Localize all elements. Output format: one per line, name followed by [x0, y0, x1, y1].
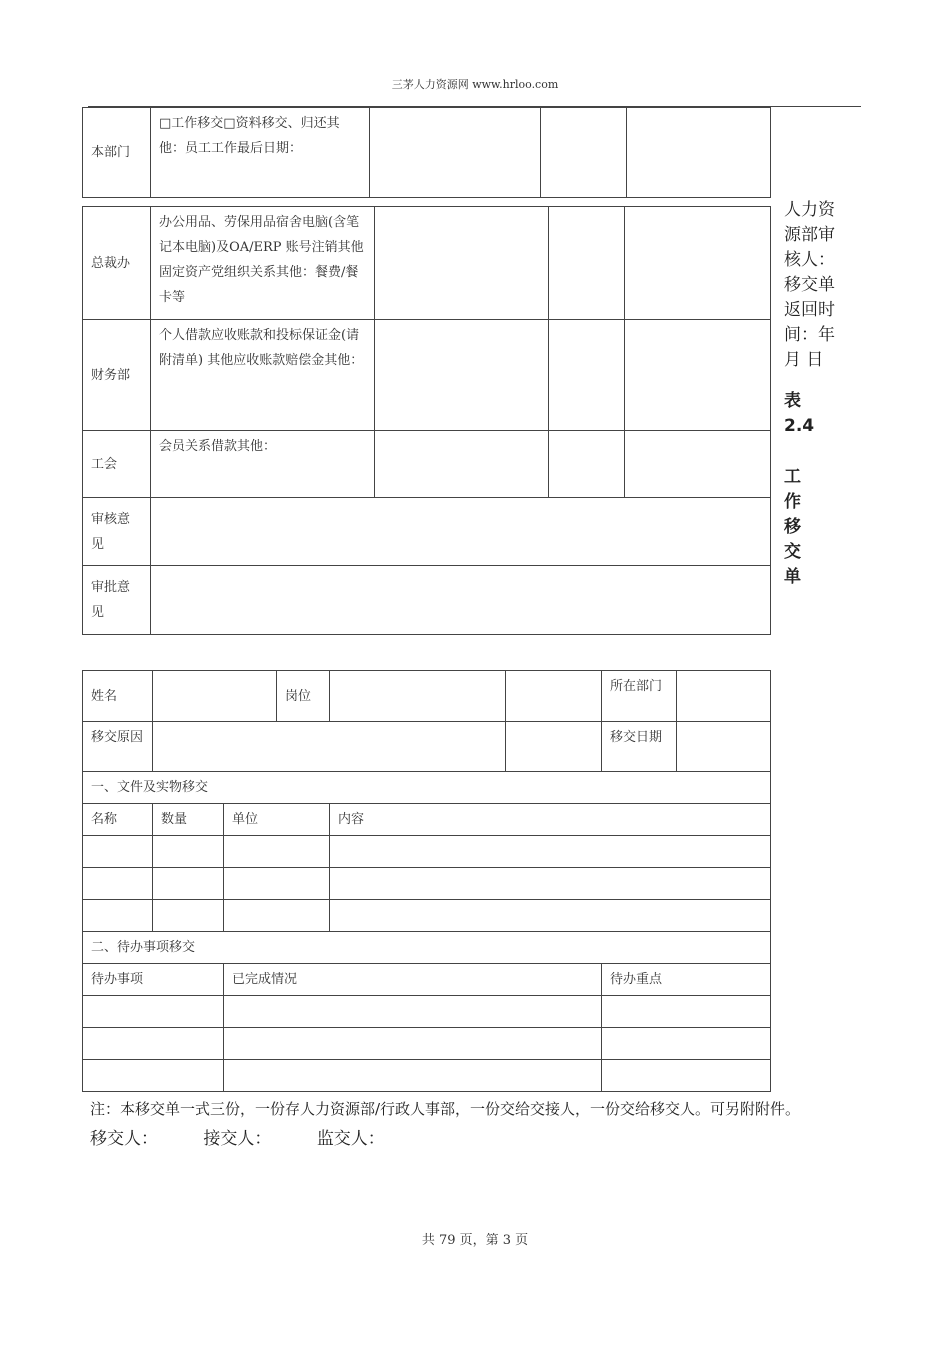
post-label: 岗位 — [277, 671, 330, 722]
blank-cell[interactable] — [506, 671, 602, 722]
col-completed: 已完成情况 — [224, 964, 602, 996]
review-label: 审核意见 — [83, 498, 151, 566]
cell[interactable] — [224, 868, 330, 900]
cell[interactable] — [224, 900, 330, 932]
handover-content-cell: 个人借款应收账款和投标保证金(请附清单) 其他应收账款赔偿金其他： — [151, 320, 375, 431]
dept-cell: 工会 — [83, 431, 151, 498]
cell[interactable] — [83, 900, 153, 932]
receiver-label: 接交人： — [203, 1129, 272, 1149]
blank-cell[interactable] — [625, 431, 771, 498]
hr-reviewer-text: 人力资源部审核人：移交单返回时间：年 月 日 — [784, 200, 835, 370]
col-unit: 单位 — [224, 804, 330, 836]
date-label: 移交日期 — [602, 722, 677, 772]
name-label: 姓名 — [83, 671, 153, 722]
cell[interactable] — [224, 836, 330, 868]
cell[interactable] — [224, 996, 602, 1028]
section-files: 一、文件及实物移交 — [83, 772, 771, 804]
table-row — [83, 1028, 771, 1060]
cell[interactable] — [330, 836, 771, 868]
handover-content-cell: 办公用品、劳保用品宿舍电脑(含笔记本电脑)及OA/ERP 账号注销其他固定资产党组织关系其他：餐费/餐卡等 — [151, 207, 375, 320]
cell[interactable] — [602, 1028, 771, 1060]
cell[interactable] — [153, 900, 224, 932]
dept-cell: 本部门 — [83, 108, 151, 198]
cell[interactable] — [330, 868, 771, 900]
dept-field[interactable] — [677, 671, 771, 722]
col-todo: 待办事项 — [83, 964, 224, 996]
table-row — [83, 836, 771, 868]
dept-cell: 总裁办 — [83, 207, 151, 320]
handover-form-table — [82, 670, 771, 1092]
reason-label: 移交原因 — [83, 722, 153, 772]
cell[interactable] — [83, 996, 224, 1028]
section-todo: 二、待办事项移交 — [83, 932, 771, 964]
side-panel — [784, 198, 846, 590]
post-field[interactable] — [330, 671, 506, 722]
blank-cell[interactable] — [549, 320, 625, 431]
table-row — [83, 900, 771, 932]
blank-cell[interactable] — [375, 320, 549, 431]
blank-cell[interactable] — [375, 207, 549, 320]
handover-content-cell: 会员关系借款其他： — [151, 431, 375, 498]
form-note: 注：本移交单一式三份，一份存人力资源部/行政人事部，一份交给交接人，一份交给移交人。可另附附件。 — [90, 1100, 801, 1118]
approve-label: 审批意见 — [83, 566, 151, 635]
cell[interactable] — [83, 836, 153, 868]
handover-top-table — [82, 107, 771, 198]
review-field[interactable] — [151, 498, 771, 566]
blank-cell[interactable] — [506, 722, 602, 772]
cell[interactable] — [83, 868, 153, 900]
cell[interactable] — [83, 1028, 224, 1060]
cell[interactable] — [224, 1060, 602, 1092]
handover-content-cell: □工作移交□资料移交、归还其他：员工工作最后日期： — [151, 108, 370, 198]
blank-cell[interactable] — [627, 108, 771, 198]
signature-line — [90, 1124, 425, 1149]
cell[interactable] — [602, 1060, 771, 1092]
blank-cell[interactable] — [625, 207, 771, 320]
approve-field[interactable] — [151, 566, 771, 635]
reason-field[interactable] — [153, 722, 506, 772]
name-field[interactable] — [153, 671, 277, 722]
blank-cell[interactable] — [549, 207, 625, 320]
blank-cell[interactable] — [549, 431, 625, 498]
table-row — [83, 868, 771, 900]
form-code: 表2.4 — [784, 391, 815, 436]
col-content: 内容 — [330, 804, 771, 836]
cell[interactable] — [224, 1028, 602, 1060]
cell[interactable] — [153, 836, 224, 868]
dept-label: 所在部门 — [602, 671, 677, 722]
blank-cell[interactable] — [625, 320, 771, 431]
col-key-points: 待办重点 — [602, 964, 771, 996]
col-quantity: 数量 — [153, 804, 224, 836]
cell[interactable] — [83, 1060, 224, 1092]
page-header: 三茅人力资源网 www.hrloo.com — [391, 78, 559, 91]
cell[interactable] — [153, 868, 224, 900]
supervisor-label: 监交人： — [316, 1129, 385, 1149]
table-row — [83, 996, 771, 1028]
cell[interactable] — [330, 900, 771, 932]
cell[interactable] — [602, 996, 771, 1028]
handover-dept-table — [82, 206, 771, 635]
blank-cell[interactable] — [541, 108, 627, 198]
handover-person-label: 移交人： — [90, 1129, 158, 1149]
blank-cell[interactable] — [375, 431, 549, 498]
dept-cell: 财务部 — [83, 320, 151, 431]
col-name: 名称 — [83, 804, 153, 836]
page-footer: 共 79 页，第 3 页 — [421, 1233, 529, 1248]
table-row — [83, 1060, 771, 1092]
blank-cell[interactable] — [370, 108, 541, 198]
form-title: 工作移交单 — [784, 467, 801, 587]
date-field[interactable] — [677, 722, 771, 772]
